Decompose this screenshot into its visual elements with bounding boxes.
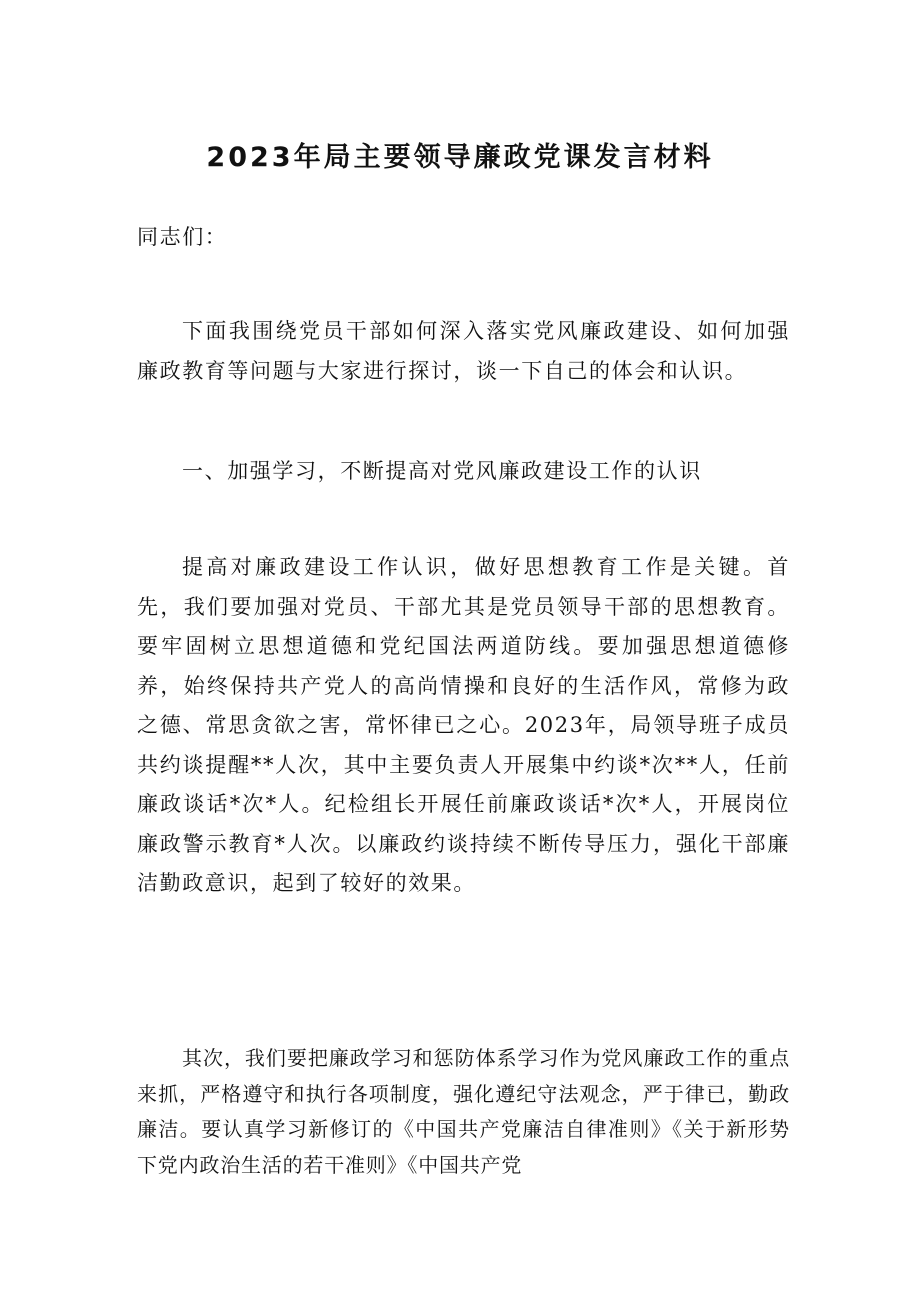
body-paragraph-second: 其次，我们要把廉政学习和惩防体系学习作为党风廉政工作的重点来抓，严格遵守和执行各项制度，强化遵纪守法观念，严于律已，勤政廉洁。要认真学习新修订的《中国共产党廉洁自律准则》《关于新形势下党内政治生活的若干准则》《中国共产党 [137,1046,790,1177]
intro-paragraph: 下面我围绕党员干部如何深入落实党风廉政建设、如何加强廉政教育等问题与大家进行探讨，谈一下自己的体会和认识。 [137,319,790,383]
salutation: 同志们： [137,225,228,249]
body-paragraph-first: 提高对廉政建设工作认识，做好思想教育工作是关键。首先，我们要加强对党员、干部尤其是党员领导干部的思想教育。要牢固树立思想道德和党纪国法两道防线。要加强思想道德修养，始终保持共产党人的高尚情操和良好的生活作风，常修为政之德、常思贪欲之害，常怀律已之心。2023年，局领导班子成员共约谈提醒**人次，其中主要负责人开展集中约谈*次**人，任前廉政谈话*次*人。纪检组长开展任前廉政谈话*次*人，开展岗位廉政警示教育*人次。以廉政约谈持续不断传导压力，强化干部廉洁勤政意识，起到了较好的效果。 [137,555,790,895]
document-title: 2023年局主要领导廉政党课发言材料 [206,142,714,173]
section-heading-one: 一、加强学习，不断提高对党风廉政建设工作的认识 [182,459,702,483]
